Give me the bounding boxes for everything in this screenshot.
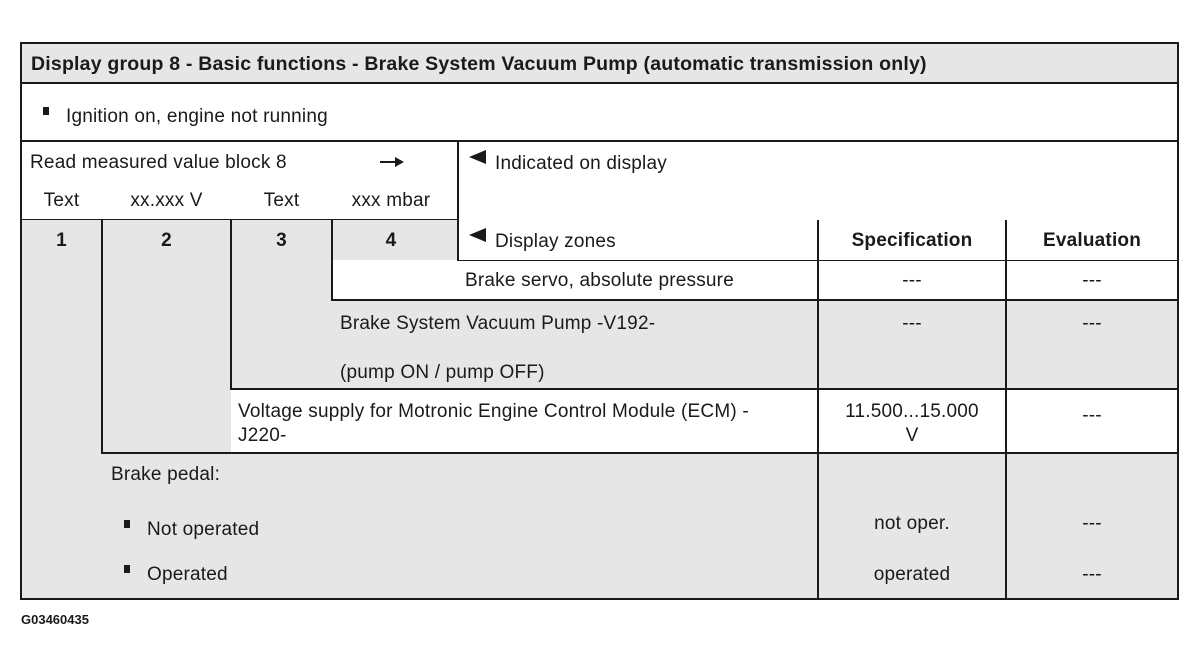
pump-spec: --- [902, 313, 922, 334]
title-bottom-border [21, 82, 1179, 84]
voltage-spec-line2: V [905, 425, 919, 446]
indicated-left-border [457, 141, 459, 261]
col1-number: 1 [56, 230, 67, 251]
pointer-triangle-icon [469, 228, 486, 242]
col3-type: Text [263, 190, 300, 211]
left-staircase-shading-3 [231, 260, 332, 389]
col4-number: 4 [385, 230, 397, 251]
display-zones-label: Display zones [495, 231, 616, 252]
servo-description: Brake servo, absolute pressure [465, 270, 734, 291]
col2-number: 2 [161, 230, 172, 251]
table-left-border [20, 42, 22, 600]
condition-bottom-border [21, 140, 1179, 142]
header-values-underline [21, 219, 459, 220]
bullet-icon [124, 520, 130, 528]
bullet-icon [124, 565, 130, 573]
indicated-on-display-label: Indicated on display [495, 153, 667, 174]
servo-row-bottom [331, 299, 1178, 301]
pedal-not-operated-eval: --- [1082, 513, 1102, 534]
left-staircase-shading-1 [21, 260, 102, 599]
voltage-description-line2: J220- [238, 425, 287, 446]
evaluation-header: Evaluation [1042, 230, 1142, 251]
servo-eval: --- [1082, 270, 1102, 291]
col3-number: 3 [276, 230, 287, 251]
col4-type: xxx mbar [351, 190, 431, 211]
table-right-border [1177, 42, 1179, 600]
bullet-icon [43, 107, 49, 115]
figure-id: G03460435 [21, 612, 89, 627]
page-title: Display group 8 - Basic functions - Brake System Vacuum Pump (automatic transmission only) [31, 53, 927, 75]
voltage-spec-line1: 11.500...15.000 [845, 401, 979, 422]
specification-header: Specification [851, 230, 973, 251]
pump-description-line2: (pump ON / pump OFF) [340, 362, 545, 383]
pedal-operated-spec: operated [873, 564, 951, 585]
col2-type: xx.xxx V [130, 190, 203, 211]
voltage-description-line1: Voltage supply for Motronic Engine Control Module (ECM) - [238, 401, 749, 422]
pedal-operated: Operated [147, 564, 228, 585]
condition-text: Ignition on, engine not running [66, 106, 328, 127]
servo-spec: --- [902, 270, 922, 291]
pedal-label: Brake pedal: [111, 464, 221, 485]
pedal-not-operated-spec: not oper. [874, 513, 950, 534]
pointer-triangle-icon [469, 150, 486, 164]
pedal-not-operated: Not operated [147, 519, 260, 540]
left-staircase-shading-2 [102, 260, 231, 453]
table-top-border [21, 42, 1179, 44]
read-block-label: Read measured value block 8 [30, 152, 287, 173]
voltage-row-bottom [101, 452, 1178, 454]
col2-left-border [101, 220, 103, 454]
pump-description-line1: Brake System Vacuum Pump -V192- [340, 313, 656, 334]
voltage-eval: --- [1082, 405, 1102, 426]
arrow-right-icon [380, 157, 404, 167]
col1-type: Text [43, 190, 80, 211]
pump-row-bottom [230, 388, 1178, 390]
pedal-operated-eval: --- [1082, 564, 1102, 585]
pump-eval: --- [1082, 313, 1102, 334]
